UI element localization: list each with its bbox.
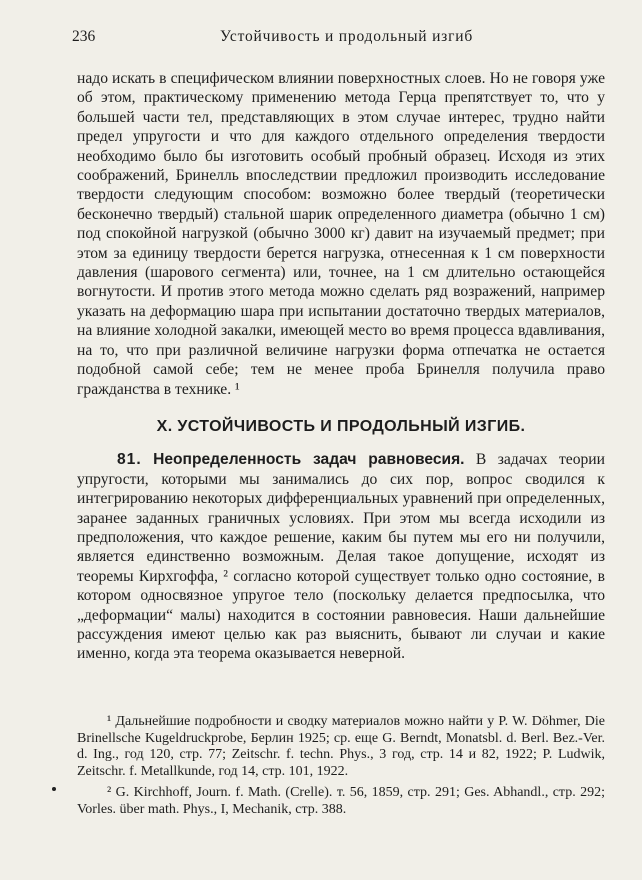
section-title: Неопределенность задач равновесия. (153, 451, 465, 469)
footnote-1: ¹ Дальнейшие подробности и сводку материалов можно найти у P. W. Döhmer, Die Brinellsche Kugeldruckprobe, Берлин 1925; ср. еще G. Berndt, Monatsbl. d. Berl. Bez.-Ver. d. Ing., год 120, стр. 77; Zeitschr. f. techn. Phys., 3 год, стр. 14 и 82, 1922; P. Ludwik, Zeitschr. f. Metallkunde, год 14, стр. 101, 1922. (77, 714, 605, 780)
running-head: Устойчивость и продольный изгиб (220, 28, 474, 45)
margin-mark (52, 787, 56, 791)
footnote-2: ² G. Kirchhoff, Journ. f. Math. (Crelle). т. 56, 1859, стр. 291; Ges. Abhandl., стр. 292; Vorles. über math. Phys., I, Mechanik, стр. 388. (77, 784, 605, 817)
section-number: 81. (117, 451, 142, 469)
footnotes (77, 714, 605, 818)
chapter-heading: X. УСТОЙЧИВОСТЬ И ПРОДОЛЬНЫЙ ИЗГИБ. (156, 417, 526, 435)
section-text: В задачах теории упругости, которыми мы занимались до сих пор, вопрос сводился к интегрированию некоторых дифференциальных уравнений при определенных, заранее заданных граничных условиях. При этом мы всегда исходили из предположения, что каждое решение, каким бы путем мы его ни получили, является единственно возможным. Делая такое допущение, исходят из теоремы Кирхгоффа, ² согласно которой существует только одно состояние, в котором односвязное упругое тело (поскольку делается предпосылка, что „деформации“ малы) находится в состоянии равновесия. Наши дальнейшие рассуждения имеют целью как раз выяснить, бывают ли случаи и какие именно, когда эта теорема оказывается неверной. (77, 451, 605, 663)
page-number: 236 (72, 28, 96, 45)
main-text (77, 69, 605, 664)
section-81-paragraph (77, 450, 605, 663)
page-header (72, 28, 604, 52)
paragraph-hardness-testing: надо искать в специфическом влиянии поверхностных слоев. Но не говоря уже об этом, практическому применению метода Герца препятствует то, что у большей части тел, представляющих в этом случае интерес, трудно найти предел упругости и что для каждого отдельного определения твердости необходимо было бы изготовить особый пробный образец. Исходя из этих соображений, Бринелль впоследствии предложил производить исследование твердости следующим способом: возможно более твердый (теоретически бесконечно твердый) стальной шарик определенного диаметра (обычно 1 см) под спокойной нагрузкой (обычно 3000 кг) давит на изучаемый предмет; при этом за единицу твердости берется нагрузка, отнесенная к 1 см поверхности давления (шарового сегмента) или, точнее, на 1 см длительно остающейся вогнутости. И против этого метода можно сделать ряд возражений, например указать на деформацию шара при испытании достаточно твердых материалов, на влияние холодной закалки, имеющей место во время процесса вдавливания, на то, что при различной величине нагрузки форма отпечатка не остается подобной самой себе; тем не менее проба Бринелля получила право гражданства в технике. ¹ (77, 70, 605, 398)
